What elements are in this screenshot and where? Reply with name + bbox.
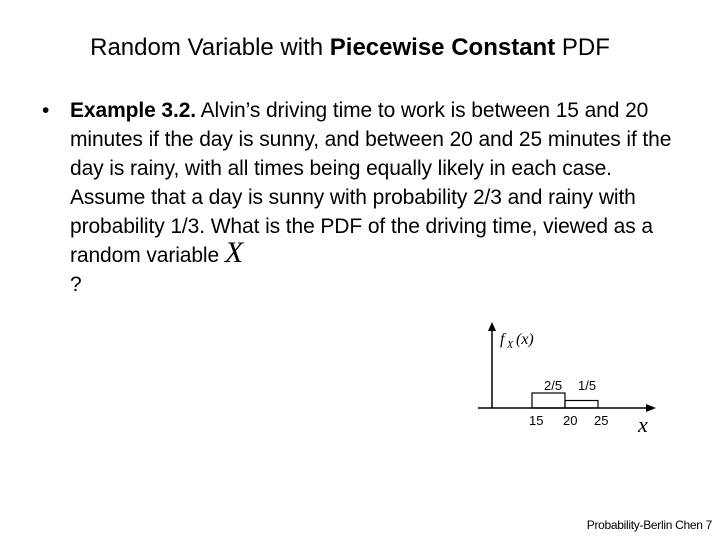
example-label: Example 3.2. bbox=[70, 99, 197, 122]
pdf-bar-sunny bbox=[532, 393, 565, 408]
height-label-sunny: 2/5 bbox=[544, 378, 563, 393]
y-axis-label-arg: (x) bbox=[516, 331, 534, 348]
example-text: Alvin’s driving time to work is between 15 and 20 minutes if the day is sunny, and between 20 and 25 minutes if the day is rainy, with all times being equally likely in each case. Assume that a day is sunny with probability 2/3 and rainy with probability 1/3. What is the PDF of the driving time, viewed as a random variable bbox=[70, 99, 672, 267]
x-tick-25: 25 bbox=[594, 413, 609, 428]
y-axis-arrow-icon bbox=[488, 322, 496, 331]
title-suffix: PDF bbox=[555, 34, 610, 61]
example-paragraph bbox=[70, 96, 690, 299]
pdf-graph bbox=[470, 318, 700, 443]
title-bold: Piecewise Constant bbox=[329, 34, 556, 61]
bullet-marker: • bbox=[42, 99, 50, 122]
pdf-bar-rainy bbox=[565, 401, 598, 409]
x-axis-arrow-icon bbox=[646, 404, 656, 412]
y-axis-label-sub: X bbox=[507, 340, 514, 351]
x-tick-20: 20 bbox=[563, 413, 578, 428]
random-variable-symbol: X bbox=[224, 236, 244, 269]
title-prefix: Random Variable with bbox=[90, 34, 330, 61]
question-mark: ? bbox=[70, 273, 82, 296]
x-axis-label: x bbox=[638, 412, 648, 437]
slide-title bbox=[0, 33, 700, 63]
height-label-rainy: 1/5 bbox=[578, 378, 597, 393]
footer-credit: Probability-Berlin Chen 7 bbox=[586, 518, 712, 532]
x-tick-15: 15 bbox=[529, 413, 544, 428]
y-axis-label-f: f bbox=[500, 331, 505, 348]
